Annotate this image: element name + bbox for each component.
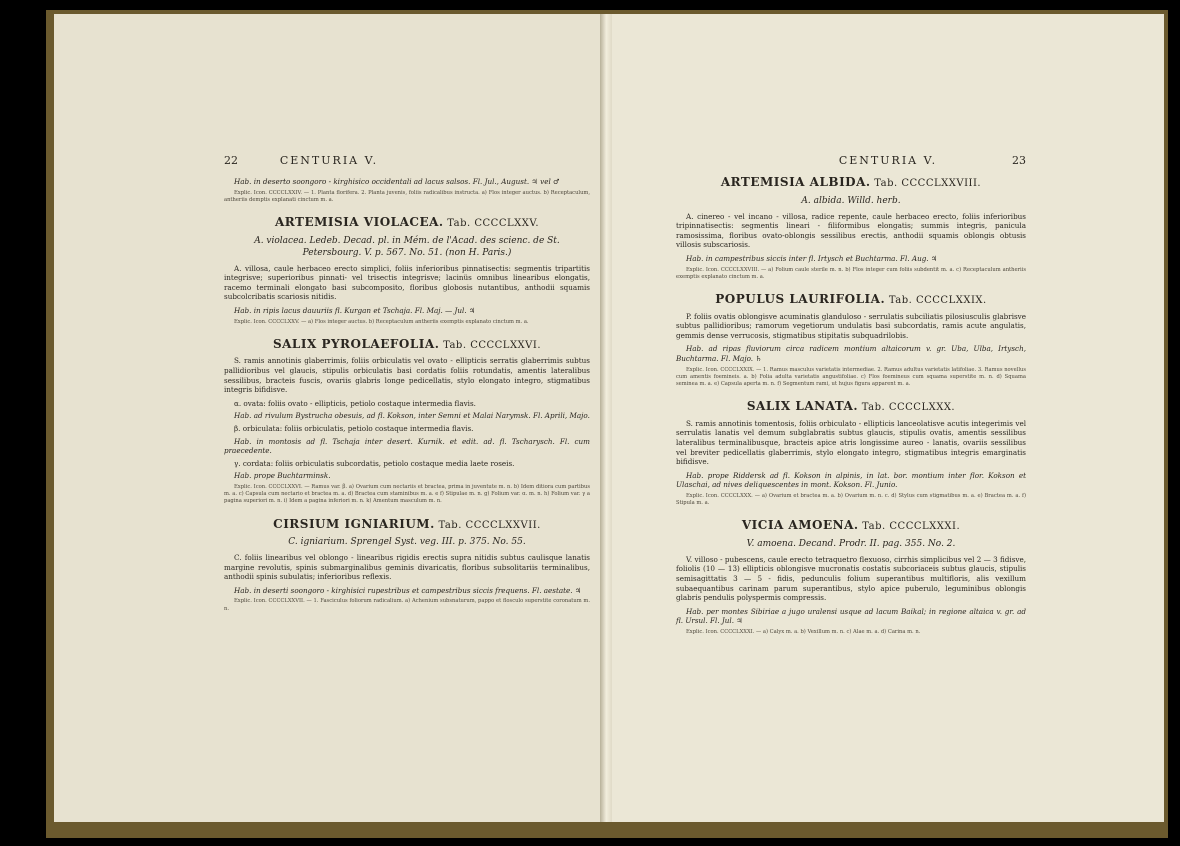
diagnosis-text: C. foliis linearibus vel oblongo - linearibus rigidis erectis supra nitidis subtus caulisque lanatis margine revolutis, spinis submarginalibus geminis divaricatis, floribus subsolitariis terminalibus, anthodii spinis subulatis; inferioribus reflexis.	[224, 553, 590, 582]
species-heading: VICIA AMOENA. Tab. CCCCLXXXI.	[741, 518, 961, 533]
explic-text: Explic. Icon. CCCCLXXIV. — 1. Planta florifera. 2. Planta juvenis, foliis radicalibus instructa. a) Flos integer auctus. b) Receptaculum, antheriis demptis explanati cinctum m. a.	[224, 189, 590, 203]
left-running-header	[54, 154, 604, 172]
diagnosis-text: P. foliis ovatis oblongisve acuminatis glanduloso - serrulatis subciliatis pilosiusculis glabrisve subtus pallidioribus; ramorum vegetiorum undulatis basi subcordatis, ramis acute angulatis, gemmis dense verrucosis, stigmatibus stipitatis subquadrilobis.	[676, 311, 1026, 340]
variety-text: α. ovata: foliis ovato - ellipticis, petiolo costaque intermedia flavis.	[234, 398, 476, 408]
hab-text: Hab. ad rivulum Bystrucha obesuis, ad fl. Kokson, inter Semni et Malai Narymsk. Fl. Aprili, Majo.	[234, 411, 590, 421]
left-text-column	[224, 174, 590, 617]
diagnosis-text: S. ramis annotinis glaberrimis, foliis orbiculatis vel ovato - ellipticis serratis glaberrimis subtus pallidioribus vel glaucis, stipulis orbiculatis basi cordatis foliis rotundatis, amentis lateralibus sessilibus, bracteis fuscis, ovariis glabris longe pedicellatis, stylo elongato integro, stigmatibus integris bifidisve.	[224, 356, 590, 395]
explic-text: Explic. Icon. CCCCLXXX. — a) Ovarium et bractea m. a. b) Ovarium m. n. c. d) Stylus cum stigmatibus m. a. e) Bractea m. a. f) Stipula m. a.	[676, 492, 1026, 507]
synonym-text: C. igniarium. Sprengel Syst. veg. III. p. 375. No. 55.	[288, 537, 526, 548]
hab-text: Hab. in deserti soongoro - kirghisici rupestribus et campestribus siccis frequens. Fl. aestate. ♃	[234, 585, 582, 595]
explic-text: Explic. Icon. CCCCLXXVI. — Ramus var. β. a) Ovarium cum nectariis et bractea, prima in juventute m. n. b) Idem ditiora cum partibus m. a. c) Capsula cum nectario et bractea m. a. d) Bractea cum staminibus m. a. e f) Stipulae m. n. g) Folium var. α. m. n. h) Folium var. γ a pagina superiori m. n. i) Idem a pagina inferiori m. n. k) Amentum masculum m. n.	[224, 483, 590, 505]
hab-text: Hab. in montosis ad fl. Tschaja inter desert. Kurnik. et edit. ad. fl. Tscharysch. Fl. cum praecedente.	[224, 436, 590, 456]
hab-text: Hab. per montes Sibiriae a jugo uralensi usque ad lacum Baikal; in regione altaica v. gr. ad fl. Ursul. Fl. Jul. ♃	[676, 606, 1026, 626]
hab-text: Hab. ad ripas fluviorum circa radicem montium altaicorum v. gr. Uba, Ulba, Irtysch, Buchtarma. Fl. Majo. ♄	[676, 344, 1026, 363]
hab-text: Hab. in ripis lacus dauuriis fl. Kurgan et Tschaja. Fl. Maj. — Jul. ♃	[234, 305, 476, 315]
page-number: 22	[224, 154, 238, 167]
diagnosis-text: A. cinereo - vel incano - villosa, radice repente, caule herbaceo erecto, foliis inferioribus tripinnatisectis: segmentis lineari - filiformibus elongatis; summis integris, panicula ramosissima, floribus ovato-oblongis sessilibus erectis, anthodii squamis oblongis obtusis villosis subscariosis.	[676, 211, 1026, 250]
explic-text: Explic. Icon. CCCCLXXIX. — 1. Ramus masculus varietatis intermediae. 2. Ramus adultus varietatis latifoliae. 3. Ramus novellus cum amentis foemineis. a. b) Folia adulta varietatis angustifoliae. c) Flos foemineus cum squama superstite m. n. d) Squama seminea m. a. e) Capsula aperta m. n. f) Segmentum rami, ut hujus figura apparent m. a.	[676, 366, 1026, 387]
running-title: CENTURIA V.	[279, 154, 379, 167]
left-page	[54, 14, 604, 822]
diagnosis-text: A. villosa, caule herbaceo erecto simplici, foliis inferioribus pinnatisectis: segmentis tripartitis integrisve; superioribus pinnati- vel trisectis integrisve; lacinüs omnibus linearibus elongatis, racemo terminali elongato basi subcomposito, floribus globosis nutantibus, anthodii squamis subcolcribatis scariosis nitidis.	[224, 263, 590, 302]
diagnosis-text: V. villoso - pubescens, caule erecto tetraquetro flexuoso, cirrhis simplicibus vel 2 — 3 fidisve, foliolis (10 — 13) ellipticis oblongisve mucronatis costatis subcoriaceis subtus glaucis, stipulis semisagittatis 3 — 5 - fidis, pedunculis folium superantibus multifloris, alis vexillum subaequantibus carinam parum superantibus, stylo apice puberulo, leguminibus oblongis glabris pendulis polyspermis compressis.	[676, 554, 1026, 603]
right-text-column	[676, 164, 1026, 640]
explic-text: Explic. Icon. CCCCLXXXI. — a) Calyx m. a. b) Vexillum m. n. c) Alae m. a. d) Carina m. n.	[686, 629, 921, 636]
hab-text: Hab. prope Riddersk ad fl. Kokson in alpinis, in lat. bor. montium inter flor. Kokson et Ulaschai, ad nives deliquescentes in mont. Kokson. Fl. Junio.	[676, 470, 1026, 490]
explic-text: Explic. Icon. CCCCLXXVII. — 1. Fasciculus foliorum radicalium. a) Achenium subsnaturum, pappo et flosculo superstite coronatum m. n.	[224, 598, 590, 612]
explic-text: Explic. Icon. CCCCLXXV. — a) Flos integer auctus. b) Receptaculum antheriis exemptis explanato cinctum m. a.	[234, 318, 529, 325]
hab-text: Hab. in deserto soongoro - kirghisico occidentali ad lacus salsos. Fl. Jul., August. ♃ vel ♂	[234, 177, 560, 186]
synonym-text: A. violacea. Ledeb. Decad. pl. in Mém. de l'Acad. des scienc. de St. Petersbourg. V. p. 567. No. 51. (non H. Paris.)	[254, 235, 560, 258]
running-title: CENTURIA V.	[838, 154, 938, 167]
hab-text: Hab. in campestribus siccis inter fl. Irtysch et Buchtarma. Fl. Aug. ♃	[686, 253, 938, 263]
explic-text: Explic. Icon. CCCCLXXVIII. — a) Folium caule sterile m. n. b) Flos integer cum foliis subdentit m. a. c) Receptaculum antheriis exemptis explanato cinctum m. a.	[676, 266, 1026, 280]
synonym-text: V. amoena. Decand. Prodr. II. pag. 355. No. 2.	[746, 538, 956, 549]
page-number: 23	[1012, 154, 1026, 167]
synonym-text: A. albida. Willd. herb.	[801, 195, 901, 206]
species-heading: CIRSIUM IGNIARIUM. Tab. CCCCLXXVII.	[273, 516, 541, 531]
species-heading: ARTEMISIA VIOLACEA. Tab. CCCCLXXV.	[274, 215, 540, 229]
diagnosis-text: S. ramis annotinis tomentosis, foliis orbiculato - ellipticis lanceolatisve acutis integerimis vel serrulatis lanatis vel demum subglabratis subtus glaucis, stipulis ovatis, amentis sessilibus lateralibus terminalibusque, bracteis apice atris longissime aureo - lanatis, ovariis sessilibus vel breviter pedicellatis glaberrimis, stylo elongato integro, stigmatibus integris emarginatis bifidisve.	[676, 418, 1026, 467]
right-page	[612, 14, 1164, 822]
species-heading: SALIX LANATA. Tab. CCCCLXXX.	[746, 399, 956, 414]
variety-text: γ. cordata: foliis orbiculatis subcordatis, petiolo costaque media laete roseis.	[234, 458, 515, 468]
hab-text: Hab. prope Buchtarminsk.	[234, 471, 331, 481]
variety-text: β. orbiculata: foliis orbiculatis, petiolo costaque intermedia flavis.	[234, 423, 474, 433]
species-heading: POPULUS LAURIFOLIA. Tab. CCCCLXXIX.	[715, 291, 987, 306]
species-heading: ARTEMISIA ALBIDA. Tab. CCCCLXXVIII.	[720, 175, 982, 189]
species-heading: SALIX PYROLAEFOLIA. Tab. CCCCLXXVI.	[272, 336, 542, 351]
